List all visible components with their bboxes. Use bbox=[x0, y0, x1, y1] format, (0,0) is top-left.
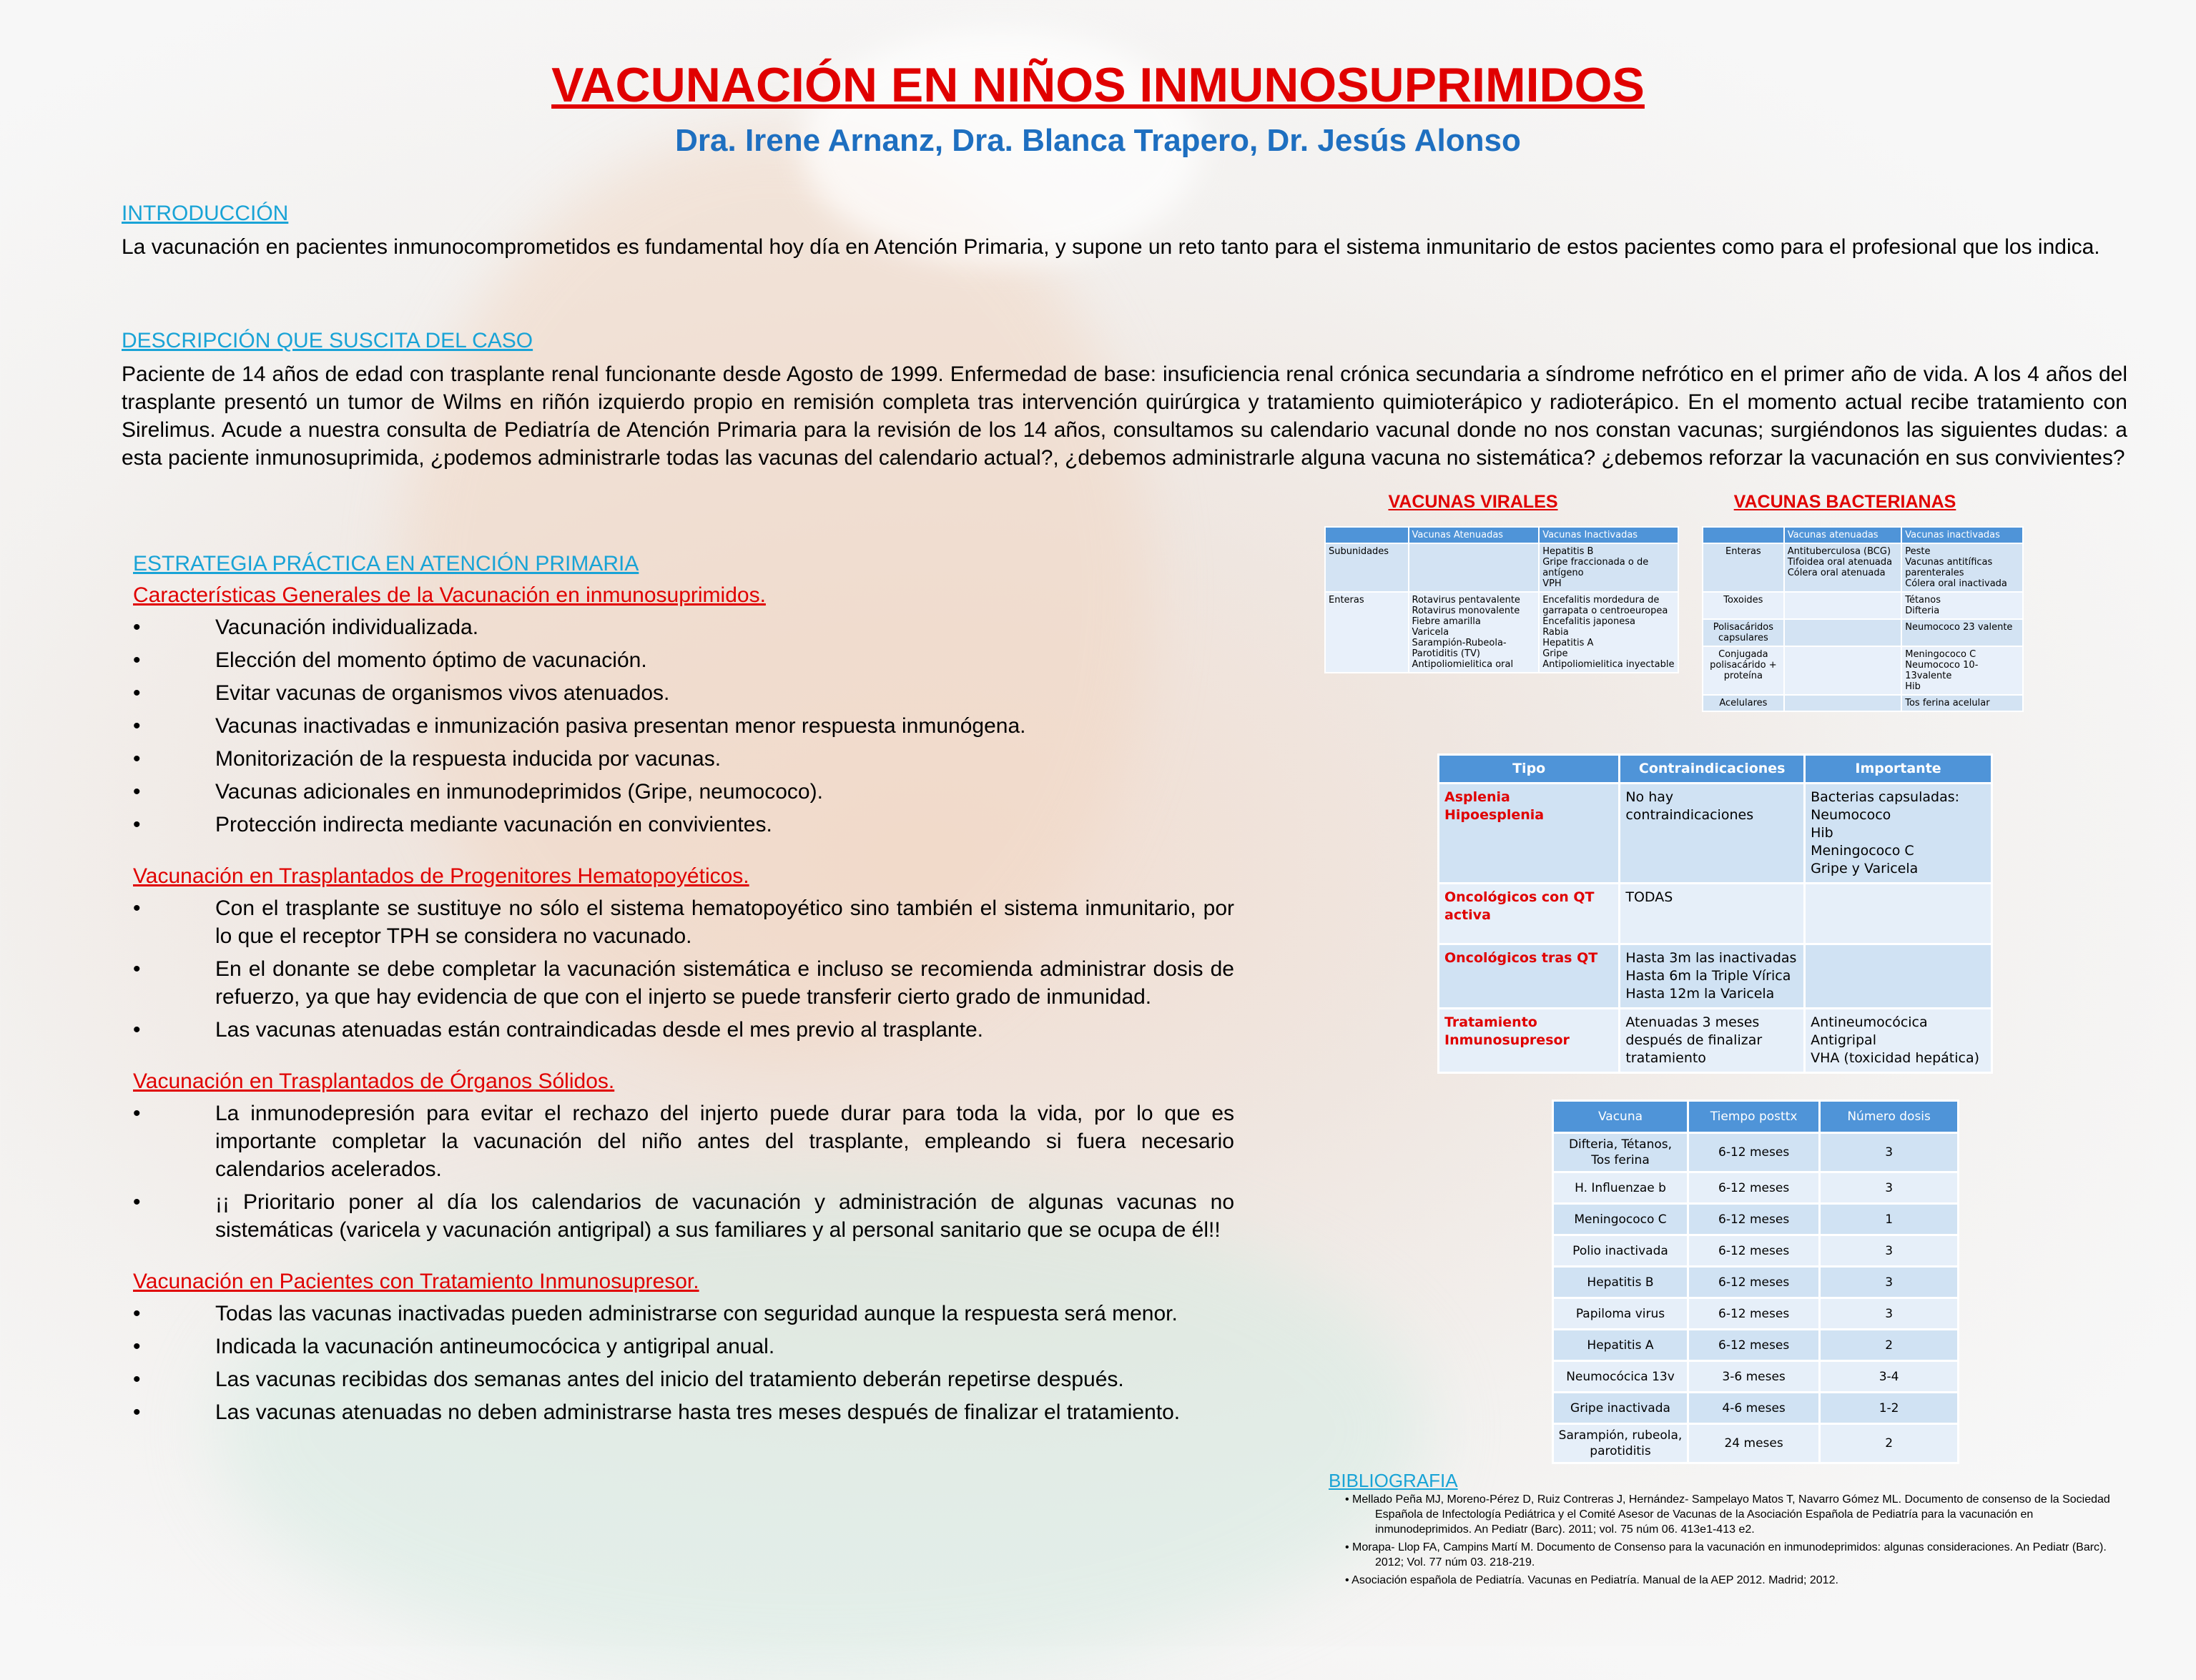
doses-cell: 4-6 meses bbox=[1688, 1393, 1819, 1424]
contra-cell: Oncológicos tras QT bbox=[1439, 944, 1620, 1009]
strategy-list-item: • Protección indirecta mediante vacunación en convivientes. bbox=[133, 811, 1234, 839]
doses-cell: 6-12 meses bbox=[1688, 1267, 1819, 1298]
doses-table-row bbox=[1553, 1330, 1959, 1361]
contra-header-cell: Tipo bbox=[1439, 755, 1620, 784]
doses-table-row bbox=[1553, 1204, 1959, 1235]
strategy-list-item: • La inmunodepresión para evitar el rechazo del injerto puede durar para toda la vida, por lo que es importante completar la vacunación del niño antes del trasplante, empleando si fuera necesario calendarios acelerados. bbox=[133, 1100, 1234, 1183]
doses-cell: 24 meses bbox=[1688, 1424, 1819, 1463]
strategy-subheading: Vacunación en Trasplantados de Progenitores Hematopoyéticos. bbox=[133, 864, 749, 888]
dose-table-body bbox=[1553, 1133, 1959, 1463]
contra-header-cell: Contraindicaciones bbox=[1620, 755, 1805, 784]
doses-cell: 1 bbox=[1820, 1204, 1959, 1235]
viral-table-row bbox=[1325, 543, 1678, 592]
doses-cell: 3 bbox=[1820, 1172, 1959, 1204]
bacterial-cell: Tos ferina acelular bbox=[1901, 695, 2023, 711]
viral-header-cell: Vacunas Inactivadas bbox=[1539, 527, 1678, 543]
strategy-list-item: • Todas las vacunas inactivadas pueden administrarse con seguridad aunque la respuesta será menor. bbox=[133, 1300, 1234, 1328]
bacterial-header-cell: Vacunas inactivadas bbox=[1901, 527, 2023, 543]
doses-cell: H. Influenzae b bbox=[1553, 1172, 1688, 1204]
strategy-list-item: • Vacunas inactivadas e inmunización pasiva presentan menor respuesta inmunógena. bbox=[133, 712, 1234, 740]
bacterial-table-row bbox=[1703, 695, 2023, 711]
viral-cell bbox=[1409, 543, 1540, 592]
viral-header-cell bbox=[1325, 527, 1409, 543]
bacterial-table-row bbox=[1703, 543, 2023, 592]
strategy-list-item: • Monitorización de la respuesta inducida por vacunas. bbox=[133, 745, 1234, 773]
doses-table-row bbox=[1553, 1361, 1959, 1393]
contra-cell: Atenuadas 3 meses después de finalizar tratamiento bbox=[1620, 1009, 1805, 1073]
viral-table-row bbox=[1325, 592, 1678, 673]
doses-cell: 3-6 meses bbox=[1688, 1361, 1819, 1393]
viral-header-cell: Vacunas Atenuadas bbox=[1409, 527, 1540, 543]
strategy-section bbox=[133, 552, 1234, 1431]
doses-cell: 3 bbox=[1820, 1267, 1959, 1298]
doses-cell: 6-12 meses bbox=[1688, 1172, 1819, 1204]
contra-table-row bbox=[1439, 1009, 1992, 1073]
bacterial-cell: Conjugada polisacárido + proteína bbox=[1703, 646, 1784, 695]
doses-cell: Difteria, Tétanos, Tos ferina bbox=[1553, 1133, 1688, 1172]
intro-heading: INTRODUCCIÓN bbox=[122, 202, 289, 225]
strategy-list-item: • En el donante se debe completar la vacunación sistemática e incluso se recomienda administrar dosis de refuerzo, ya que hay evidencia de que con el injerto se puede transferir cierto grado de inmunidad. bbox=[133, 955, 1234, 1011]
contra-cell: Oncológicos con QT activa bbox=[1439, 884, 1620, 944]
doses-cell: 6-12 meses bbox=[1688, 1133, 1819, 1172]
strategy-list-item: • Indicada la vacunación antineumocócica y antigripal anual. bbox=[133, 1333, 1234, 1360]
bacterial-cell bbox=[1784, 592, 1902, 619]
bacterial-cell bbox=[1784, 695, 1902, 711]
bacterial-cell: Enteras bbox=[1703, 543, 1784, 592]
doses-cell: 3 bbox=[1820, 1133, 1959, 1172]
dose-table-header bbox=[1553, 1101, 1959, 1133]
doses-table-row bbox=[1553, 1267, 1959, 1298]
doses-cell: Polio inactivada bbox=[1553, 1235, 1688, 1267]
doses-cell: 2 bbox=[1820, 1330, 1959, 1361]
viral-cell: Subunidades bbox=[1325, 543, 1409, 592]
contra-cell: Hasta 3m las inactivadas Hasta 6m la Triple Vírica Hasta 12m la Varicela bbox=[1620, 944, 1805, 1009]
contra-table-body bbox=[1439, 784, 1992, 1073]
doses-cell: 3 bbox=[1820, 1235, 1959, 1267]
doses-header-cell: Número dosis bbox=[1820, 1101, 1959, 1133]
contra-cell: Tratamiento Inmunosupresor bbox=[1439, 1009, 1620, 1073]
contra-cell bbox=[1805, 884, 1992, 944]
bibliography-section bbox=[1329, 1470, 2129, 1591]
viral-table-wrap bbox=[1324, 526, 1679, 673]
doses-cell: 2 bbox=[1820, 1424, 1959, 1463]
doses-table-row bbox=[1553, 1298, 1959, 1330]
bibliography-list bbox=[1329, 1492, 2129, 1588]
strategy-list bbox=[133, 1100, 1234, 1244]
bacterial-table-row bbox=[1703, 619, 2023, 646]
bacterial-table-header bbox=[1703, 527, 2023, 543]
strategy-list-item: • Evitar vacunas de organismos vivos atenuados. bbox=[133, 679, 1234, 707]
case-text: Paciente de 14 años de edad con trasplante renal funcionante desde Agosto de 1999. Enfermedad de base: insuficiencia renal crónica secundaria a síndrome nefrótico en el primer año de vida. A los 4 años del trasplante presentó un tumor de Wilms en riñón izquierdo propio en remisión completa tras intervención quirúrgica y tratamiento quimioterápico y radioterápico. En el momento actual recibe tratamiento con Sirelimus. Acude a nuestra consulta de Pediatría de Atención Primaria para la revisión de los 14 años, consultamos su calendario vacunal donde no nos constan vacunas; surgiéndonos las siguientes dudas: a esta paciente inmunosuprimida, ¿podemos administrarle todas las vacunas del calendario actual?, ¿debemos administrarle alguna vacuna no sistemática? ¿debemos reforzar la vacunación en sus convivientes? bbox=[122, 362, 2127, 470]
doses-cell: Hepatitis B bbox=[1553, 1267, 1688, 1298]
contra-table-row bbox=[1439, 784, 1992, 884]
strategy-body bbox=[133, 583, 1234, 1426]
doses-table-row bbox=[1553, 1133, 1959, 1172]
doses-cell: Meningococo C bbox=[1553, 1204, 1688, 1235]
bibliography-item: • Morapa- Llop FA, Campins Martí M. Documento de Consenso para la vacunación en inmunodeprimidos: algunas consideraciones. An Pediatr (Barc). 2012; Vol. 77 núm 03. 218-219. bbox=[1345, 1541, 2107, 1568]
contra-table-row bbox=[1439, 884, 1992, 944]
strategy-list-item: • Las vacunas atenuadas no deben administrarse hasta tres meses después de finalizar el tratamiento. bbox=[133, 1398, 1234, 1426]
viral-cell: Encefalitis mordedura de garrapata o centroeuropea Encefalitis japonesa Rabia Hepatitis A Gripe Antipoliomielitica inyectable bbox=[1539, 592, 1678, 673]
strategy-subheading: Vacunación en Pacientes con Tratamiento Inmunosupresor. bbox=[133, 1270, 699, 1293]
doses-cell: 3-4 bbox=[1820, 1361, 1959, 1393]
doses-cell: 1-2 bbox=[1820, 1393, 1959, 1424]
viral-table bbox=[1324, 526, 1679, 673]
intro-text: La vacunación en pacientes inmunocomprometidos es fundamental hoy día en Atención Primaria, y supone un reto tanto para el sistema inmunitario de estos pacientes como para el profesional que los indica. bbox=[122, 235, 2100, 259]
strategy-heading: ESTRATEGIA PRÁCTICA EN ATENCIÓN PRIMARIA bbox=[133, 552, 639, 575]
viral-table-body bbox=[1325, 543, 1678, 673]
doses-cell: 6-12 meses bbox=[1688, 1330, 1819, 1361]
case-section bbox=[122, 329, 2127, 472]
bacterial-cell: Acelulares bbox=[1703, 695, 1784, 711]
doses-table-row bbox=[1553, 1393, 1959, 1424]
doses-table-row bbox=[1553, 1424, 1959, 1463]
bacterial-cell: Tétanos Difteria bbox=[1901, 592, 2023, 619]
doses-header-cell: Tiempo posttx bbox=[1688, 1101, 1819, 1133]
poster-title: VACUNACIÓN EN NIÑOS INMUNOSUPRIMIDOS bbox=[551, 58, 1645, 112]
doses-cell: 6-12 meses bbox=[1688, 1235, 1819, 1267]
strategy-list-item: • Elección del momento óptimo de vacunación. bbox=[133, 646, 1234, 674]
contra-cell bbox=[1805, 944, 1992, 1009]
bacterial-header-cell: Vacunas atenuadas bbox=[1784, 527, 1902, 543]
viral-cell: Hepatitis B Gripe fraccionada o de antígeno VPH bbox=[1539, 543, 1678, 592]
strategy-list-item: • Las vacunas recibidas dos semanas antes del inicio del tratamiento deberán repetirse después. bbox=[133, 1365, 1234, 1393]
contra-table-wrap bbox=[1437, 753, 1993, 1074]
strategy-list-item: • Las vacunas atenuadas están contraindicadas desde el mes previo al trasplante. bbox=[133, 1016, 1234, 1044]
dose-table bbox=[1552, 1100, 1959, 1464]
doses-cell: 6-12 meses bbox=[1688, 1204, 1819, 1235]
bacterial-header-cell bbox=[1703, 527, 1784, 543]
contra-cell: TODAS bbox=[1620, 884, 1805, 944]
doses-table-row bbox=[1553, 1235, 1959, 1267]
dose-table-wrap bbox=[1552, 1100, 1959, 1464]
doses-table-row bbox=[1553, 1172, 1959, 1204]
viral-cell: Enteras bbox=[1325, 592, 1409, 673]
strategy-list bbox=[133, 894, 1234, 1044]
bacterial-cell: Meningococo C Neumococo 10-13valente Hib bbox=[1901, 646, 2023, 695]
strategy-subheading: Vacunación en Trasplantados de Órganos Sólidos. bbox=[133, 1069, 615, 1093]
bacterial-table-wrap bbox=[1702, 526, 2024, 712]
contra-header-cell: Importante bbox=[1805, 755, 1992, 784]
doses-cell: 3 bbox=[1820, 1298, 1959, 1330]
intro-section bbox=[122, 202, 2127, 261]
strategy-subheading: Características Generales de la Vacunación en inmunosuprimidos. bbox=[133, 583, 766, 607]
doses-header-cell: Vacuna bbox=[1553, 1101, 1688, 1133]
doses-cell: Papiloma virus bbox=[1553, 1298, 1688, 1330]
bacterial-cell bbox=[1784, 619, 1902, 646]
bacterial-cell: Polisacáridos capsulares bbox=[1703, 619, 1784, 646]
contra-cell: No hay contraindicaciones bbox=[1620, 784, 1805, 884]
doses-cell: Gripe inactivada bbox=[1553, 1393, 1688, 1424]
bibliography-item: • Mellado Peña MJ, Moreno-Pérez D, Ruiz Contreras J, Hernández- Sampelayo Matos T, Navarro Gómez ML. Documento de consenso de la Sociedad Española de Infectología Pediátrica y el Comité Asesor de Vacunas de la Asociación Española de Pediatría para la vacunación en inmunodeprimidos. An Pediatr (Barc). 2011; vol. 75 núm 06. 413e1-413 e2. bbox=[1345, 1493, 2110, 1536]
strategy-list-item: • Vacunas adicionales en inmunodeprimidos (Gripe, neumococo). bbox=[133, 778, 1234, 806]
bacterial-cell bbox=[1784, 646, 1902, 695]
contra-cell: Asplenia Hipoesplenia bbox=[1439, 784, 1620, 884]
viral-table-header bbox=[1325, 527, 1678, 543]
contraindications-table bbox=[1437, 753, 1993, 1074]
bacterial-table-row bbox=[1703, 592, 2023, 619]
doses-cell: Sarampión, rubeola, parotiditis bbox=[1553, 1424, 1688, 1463]
bacterial-heading: VACUNAS BACTERIANAS bbox=[1733, 492, 1956, 512]
contra-table-row bbox=[1439, 944, 1992, 1009]
strategy-list-item: • Con el trasplante se sustituye no sólo el sistema hematopoyético sino también el sistema inmunitario, por lo que el receptor TPH se considera no vacunado. bbox=[133, 894, 1234, 950]
bacterial-cell: Peste Vacunas antitíficas parenterales Cólera oral inactivada bbox=[1901, 543, 2023, 592]
strategy-list-item: • Vacunación individualizada. bbox=[133, 613, 1234, 641]
bibliography-heading: BIBLIOGRAFIA bbox=[1329, 1470, 1458, 1491]
bacterial-cell: Neumococo 23 valente bbox=[1901, 619, 2023, 646]
bacterial-table bbox=[1702, 526, 2024, 712]
strategy-list bbox=[133, 613, 1234, 839]
viral-cell: Rotavirus pentavalente Rotavirus monovalente Fiebre amarilla Varicela Sarampión-Rubeola-Parotiditis (TV) Antipoliomielitica oral bbox=[1409, 592, 1540, 673]
viral-heading: VACUNAS VIRALES bbox=[1388, 492, 1558, 512]
doses-cell: Hepatitis A bbox=[1553, 1330, 1688, 1361]
bibliography-item: • Asociación española de Pediatría. Vacunas en Pediatría. Manual de la AEP 2012. Madrid; 2012. bbox=[1345, 1574, 1838, 1586]
case-heading: DESCRIPCIÓN QUE SUSCITA DEL CASO bbox=[122, 329, 533, 352]
bacterial-table-row bbox=[1703, 646, 2023, 695]
doses-cell: Neumocócica 13v bbox=[1553, 1361, 1688, 1393]
bacterial-cell: Antituberculosa (BCG) Tifoidea oral atenuada Cólera oral atenuada bbox=[1784, 543, 1902, 592]
strategy-list-item: • ¡¡ Prioritario poner al día los calendarios de vacunación y administración de algunas vacunas no sistemáticas (varicela y vacunación antigripal) a sus familiares y al personal sanitario que se ocupa de él!! bbox=[133, 1188, 1234, 1244]
strategy-list bbox=[133, 1300, 1234, 1426]
bacterial-table-body bbox=[1703, 543, 2023, 711]
contra-cell: Bacterias capsuladas: Neumococo Hib Meningococo C Gripe y Varicela bbox=[1805, 784, 1992, 884]
contra-table-header bbox=[1439, 755, 1992, 784]
bacterial-cell: Toxoides bbox=[1703, 592, 1784, 619]
doses-cell: 6-12 meses bbox=[1688, 1298, 1819, 1330]
poster-authors: Dra. Irene Arnanz, Dra. Blanca Trapero, Dr. Jesús Alonso bbox=[675, 123, 1521, 158]
contra-cell: Antineumocócica Antigripal VHA (toxicidad hepática) bbox=[1805, 1009, 1992, 1073]
